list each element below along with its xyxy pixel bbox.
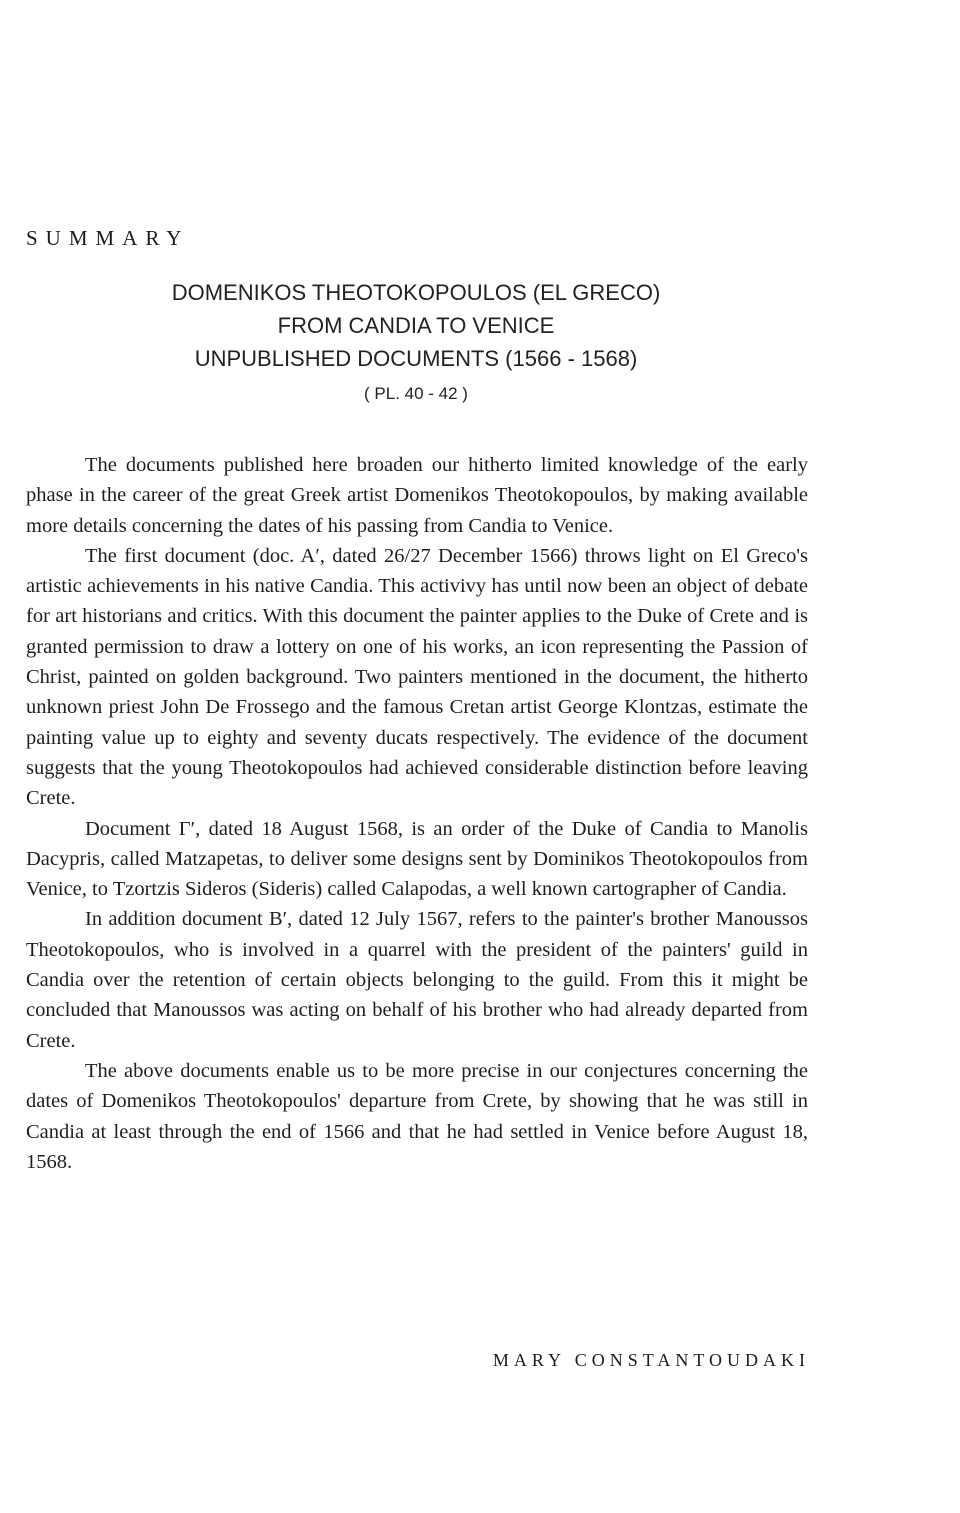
title-line-3: UNPUBLISHED DOCUMENTS (1566 - 1568) xyxy=(194,346,638,371)
title-line-2: FROM CANDIA TO VENICE xyxy=(277,313,555,338)
paragraph-3: Document Γ′, dated 18 August 1568, is an order of the Duke of Candia to Manolis Dacypris, called Matzapetas, to deliver some designs sent by Dominikos Theotokopoulos from Venice, to Tzortzis Sideros (Sideris) called Calapodas, a well known cartographer of Candia. xyxy=(26,817,808,901)
title-line-1: DOMENIKOS THEOTOKOPOULOS (EL GRECO) xyxy=(171,280,661,305)
paragraph-1: The documents published here broaden our hitherto limited knowledge of the early phase in the career of the great Greek artist Domenikos Theotokopoulos, by making available more details concerning the dates of his passing from Candia to Venice. xyxy=(26,454,808,537)
paragraph-4: In addition document B′, dated 12 July 1567, refers to the painter's brother Manoussos Theotokopoulos, who is involved in a quarrel with the president of the painters' guild in Candia over the retention of certain objects belonging to the guild. From this it might be concluded that Manoussos was acting on behalf of his brother who had already departed from Crete. xyxy=(26,908,808,1052)
paragraph-2: The first document (doc. A′, dated 26/27 December 1566) throws light on El Greco's artistic achievements in his native Candia. This activivy has until now been an object of debate for art historians and critics. With this document the painter applies to the Duke of Crete and is granted permission to draw a lottery on one of his works, an icon representing the Passion of Christ, painted on golden background. Two painters mentioned in the document, the hitherto unknown priest John De Frossego and the famous Cretan artist George Klontzas, estimate the painting value up to eighty and seventy ducats respectively. The evidence of the document suggests that the young Theotokopoulos had achieved considerable distinction before leaving Crete. xyxy=(26,544,808,810)
author-name: MARY CONSTANTOUDAKI xyxy=(492,1350,810,1370)
summary-heading: SUMMARY xyxy=(26,226,190,250)
paragraph-5: The above documents enable us to be more precise in our conjectures concerning the dates of Domenikos Theotokopoulos' departure from Crete, by showing that he was still in Candia at least through the end of 1566 and that he had settled in Venice before August 18, 1568. xyxy=(26,1059,808,1173)
article-title xyxy=(0,276,832,409)
plates-reference: ( PL. 40 - 42 ) xyxy=(364,384,468,403)
summary-body xyxy=(26,450,808,1177)
